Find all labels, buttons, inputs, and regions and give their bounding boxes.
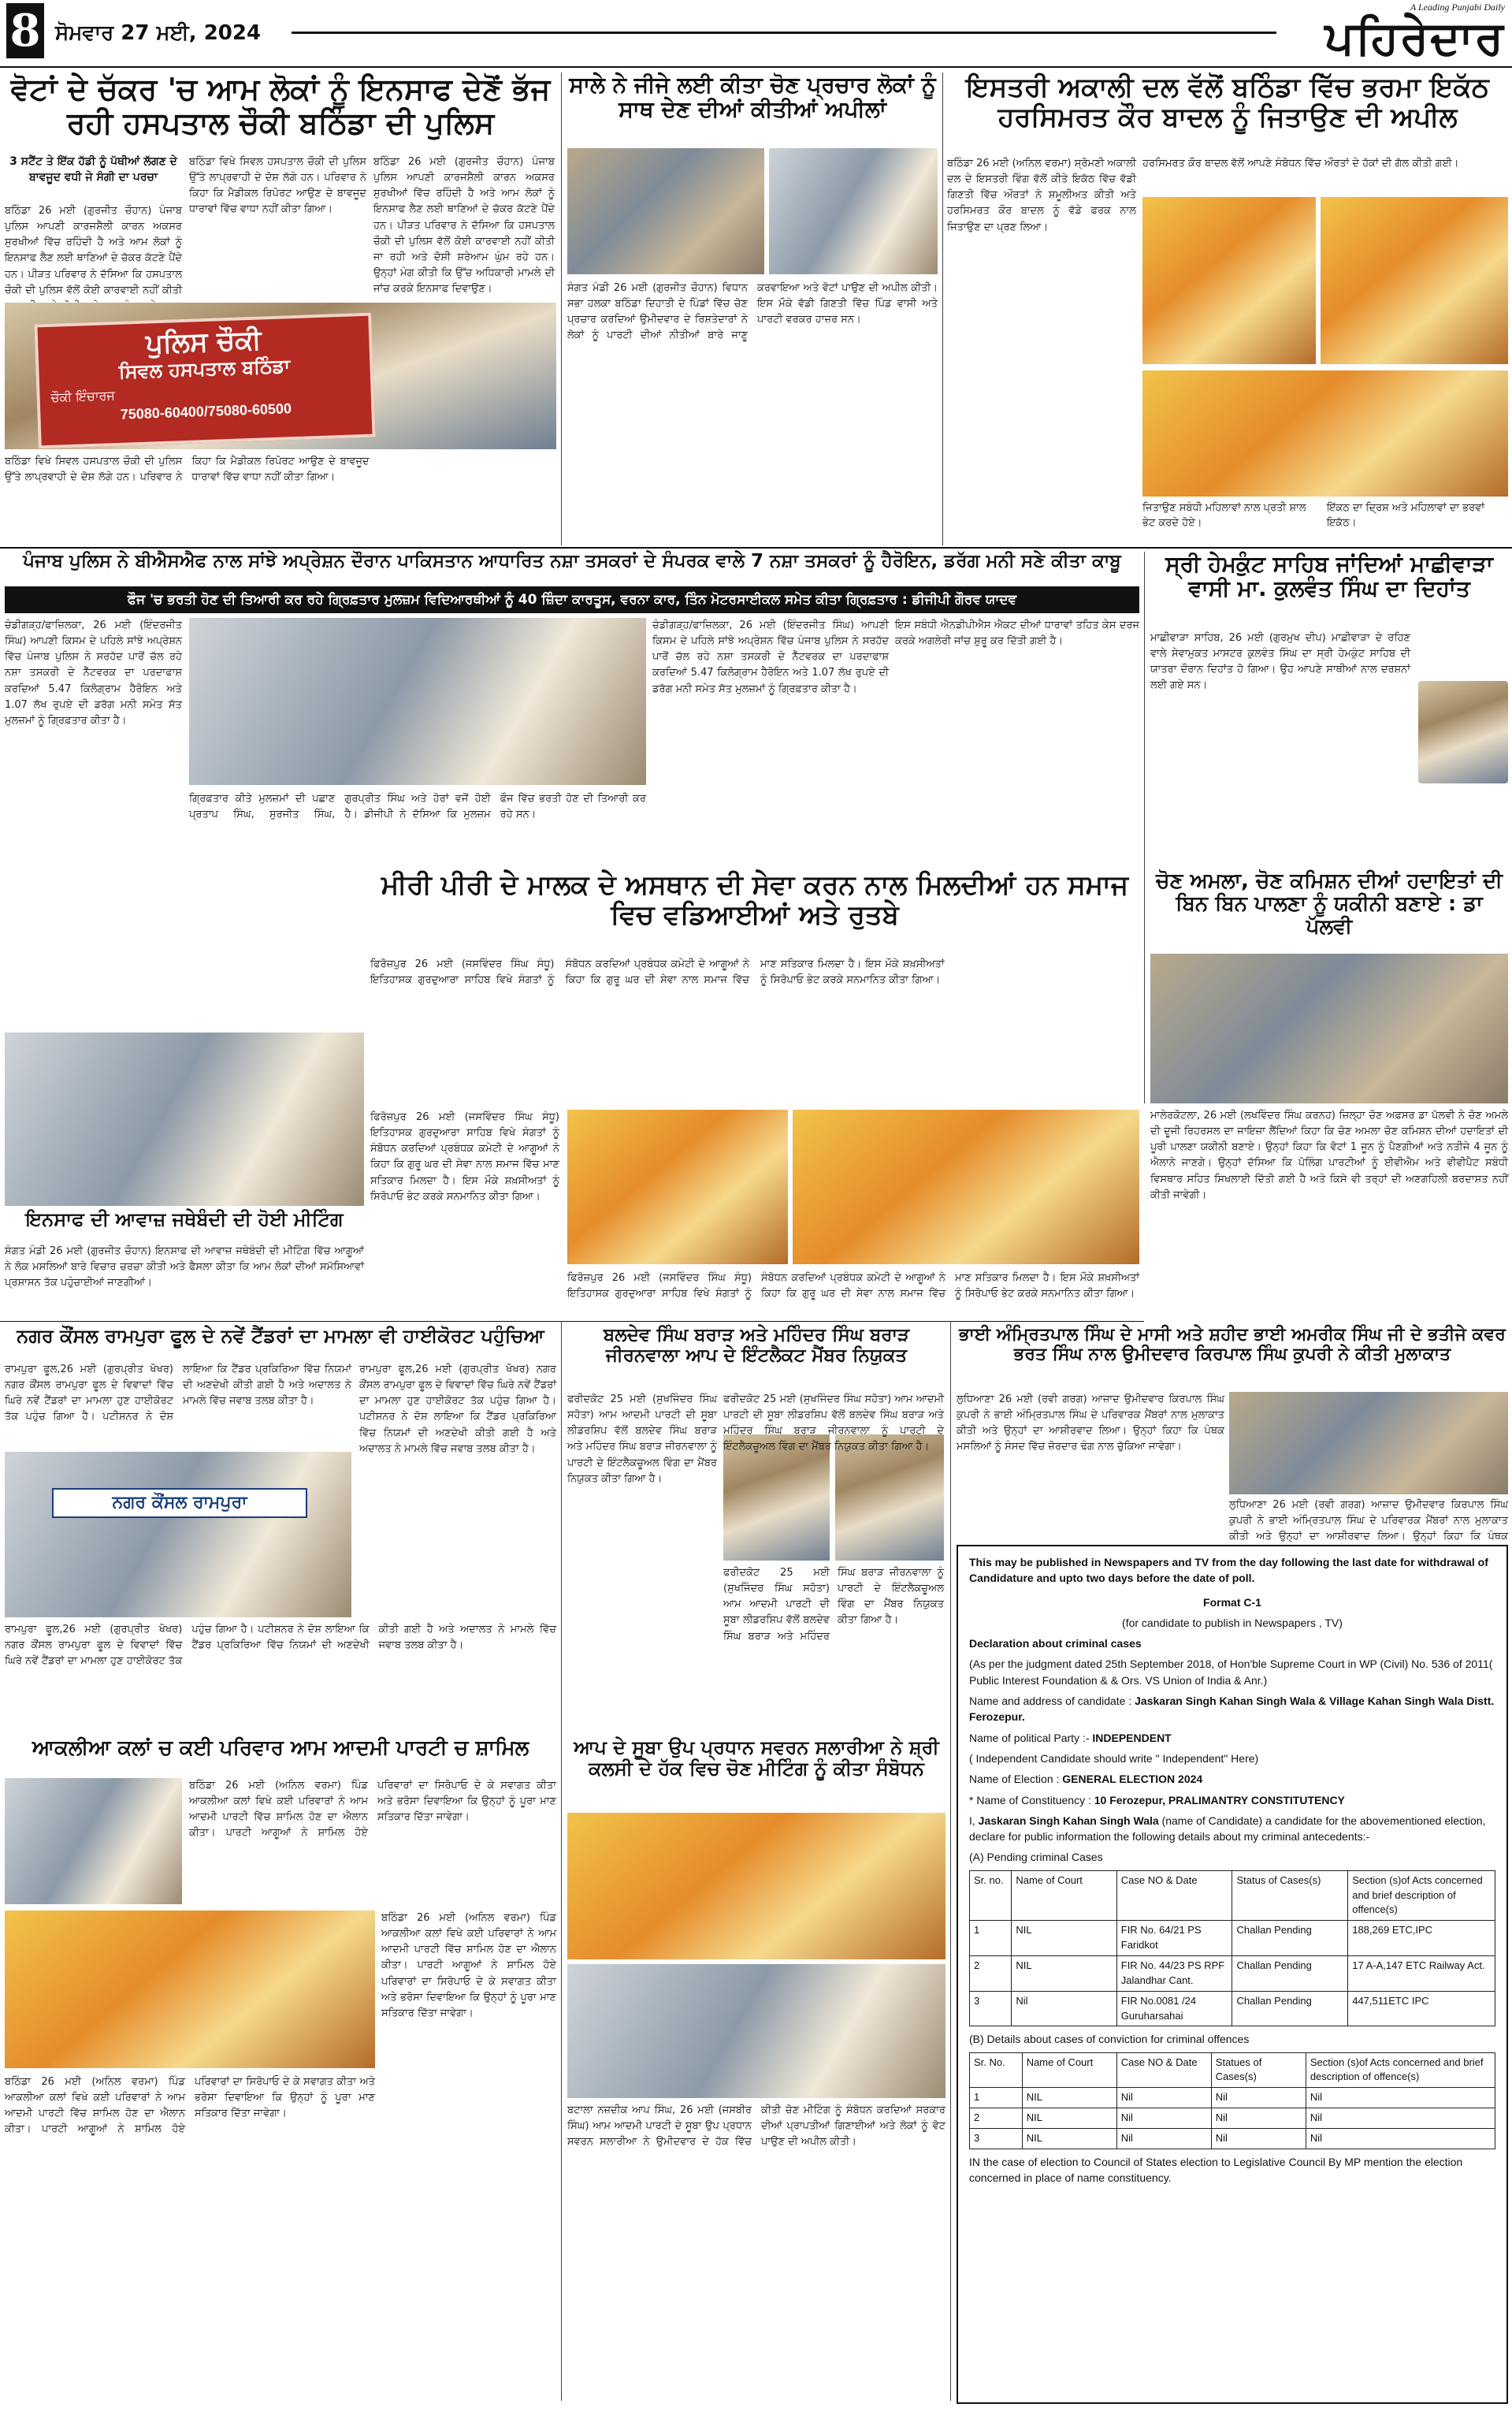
- conviction-cases-table: [969, 2052, 1495, 2149]
- notice-party-line: [969, 1730, 1495, 1746]
- table-cell: Nil: [1012, 1991, 1116, 2026]
- a4-body-3: ਚੰਡੀਗੜ੍ਹ/ਫਾਜ਼ਿਲਕਾ, 26 ਮਈ (ਇੰਦਰਜੀਤ ਸਿੰਘ) ਆਪਣੀ ਕਿਸਮ ਦੇ ਪਹਿਲੇ ਸਾਂਝੇ ਅਪ੍ਰੇਸ਼ਨ ਵਿੱਚ ਪੰਜਾਬ ਪੁਲਿਸ ਨੇ ਸਰਹੱਦ ਪਾਰੋਂ ਚੱਲ ਰਹੇ ਨਸ਼ਾ ਤਸਕਰੀ ਦੇ ਨੈੱਟਵਰਕ ਦਾ ਪਰਦਾਫਾਸ਼ ਕਰਦਿਆਂ 5.47 ਕਿਲੋਗ੍ਰਾਮ ਹੈਰੋਇਨ ਅਤੇ 1.07 ਲੱਖ ਰੁਪਏ ਦੀ ਡਰੱਗ ਮਨੀ ਸਮੇਤ ਸੱਤ ਮੁਲਜ਼ਮਾਂ ਨੂੰ ਗ੍ਰਿਫ਼ਤਾਰ ਕੀਤਾ ਹੈ।: [652, 619, 889, 695]
- table-cell: 3: [970, 1991, 1012, 2026]
- table-header-cell: Section (s)of Acts concerned and brief description of offence(s): [1348, 1870, 1495, 1921]
- table-header-cell: Sr. no.: [970, 1870, 1012, 1921]
- table-header-cell: Case NO & Date: [1116, 1870, 1232, 1921]
- table-header-cell: Status of Cases(s): [1232, 1870, 1348, 1921]
- a4-photo: [189, 618, 646, 785]
- a11-body: ਲੁਧਿਆਣਾ 26 ਮਈ (ਰਵੀ ਗਰਗ) ਆਜ਼ਾਦ ਉਮੀਦਵਾਰ ਕਿਰਪਾਲ ਸਿੰਘ ਕੁਪਰੀ ਨੇ ਭਾਈ ਅੰਮ੍ਰਿਤਪਾਲ ਸਿੰਘ ਦੇ ਪਰਿਵਾਰਕ ਮੈਂਬਰਾਂ ਨਾਲ ਮੁਲਾਕਾਤ ਕੀਤੀ ਅਤੇ ਉਨ੍ਹਾਂ ਦਾ ਆਸ਼ੀਰਵਾਦ ਲਿਆ। ਉਨ੍ਹਾਂ ਕਿਹਾ ਕਿ ਪੰਥਕ ਮਸਲਿਆਂ ਨੂੰ ਸੰਸਦ ਵਿੱਚ ਜ਼ੋਰਦਾਰ ਢੰਗ ਨਾਲ ਚੁੱਕਿਆ ਜਾਵੇਗਾ।: [957, 1393, 1224, 1453]
- a10-body: ਫਰੀਦਕੋਟ 25 ਮਈ (ਸੁਖਜਿੰਦਰ ਸਿੰਘ ਸਹੋਤਾ) ਆਮ ਆਦਮੀ ਪਾਰਟੀ ਦੀ ਸੂਬਾ ਲੀਡਰਸ਼ਿਪ ਵੱਲੋਂ ਬਲਦੇਵ ਸਿੰਘ ਬਰਾੜ ਅਤੇ ਮਹਿੰਦਰ ਸਿੰਘ ਬਰਾੜ ਜੀਰਨਵਾਲਾ ਨੂੰ ਪਾਰਟੀ ਦੇ ਇੰਟਲੈਕਚੂਅਲ ਵਿੰਗ ਦਾ ਮੈਂਬਰ ਨਿਯੁਕਤ ਕੀਤਾ ਗਿਆ ਹੈ।: [567, 1393, 717, 1485]
- table-cell: 188,269 ETC,IPC: [1348, 1921, 1495, 1956]
- table-cell: Challan Pending: [1232, 1955, 1348, 1991]
- a5-body: ਮਾਛੀਵਾੜਾ ਸਾਹਿਬ, 26 ਮਈ (ਗੁਰਮੁਖ ਦੀਪ) ਮਾਛੀਵਾੜਾ ਦੇ ਰਹਿਣ ਵਾਲੇ ਸੇਵਾਮੁਕਤ ਮਾਸਟਰ ਕੁਲਵੰਤ ਸਿੰਘ ਦਾ ਸ੍ਰੀ ਹੇਮਕੁੰਟ ਸਾਹਿਬ ਦੀ ਯਾਤਰਾ ਦੌਰਾਨ ਦਿਹਾਂਤ ਹੋ ਗਿਆ। ਉਹ ਆਪਣੇ ਸਾਥੀਆਂ ਨਾਲ ਦਰਸ਼ਨਾਂ ਲਈ ਗਏ ਸਨ।: [1150, 632, 1410, 692]
- a1-body-lower: ਬਠਿੰਡਾ ਵਿਖੇ ਸਿਵਲ ਹਸਪਤਾਲ ਚੌਕੀ ਦੀ ਪੁਲਿਸ ਉੱਤੇ ਲਾਪ੍ਰਵਾਹੀ ਦੇ ਦੋਸ਼ ਲੱਗੇ ਹਨ। ਪਰਿਵਾਰ ਨੇ ਕਿਹਾ ਕਿ ਮੈਡੀਕਲ ਰਿਪੋਰਟ ਆਉਣ ਦੇ ਬਾਵਜੂਦ ਧਾਰਾਵਾਂ ਵਿੱਚ ਵਾਧਾ ਨਹੀਂ ਕੀਤਾ ਗਿਆ।: [5, 456, 370, 484]
- a12-photo-1: [5, 1778, 182, 1904]
- table-cell: Nil: [1211, 2088, 1306, 2108]
- table-row: [970, 1921, 1495, 1956]
- council-sign: ਨਗਰ ਕੌਂਸਲ ਰਾਮਪੁਰਾ: [52, 1488, 307, 1518]
- a9-photo: [5, 1452, 351, 1617]
- table-cell: FIR No. 64/21 PS Faridkot: [1116, 1921, 1232, 1956]
- a7-photo-1: [567, 1110, 788, 1264]
- a3-photo-1: [1142, 197, 1316, 364]
- a6-body: ਮਾਲੇਰਕੋਟਲਾ, 26 ਮਈ (ਲਖਵਿੰਦਰ ਸਿੰਘ ਕਰਨਹ) ਜ਼ਿਲ੍ਹਾ ਚੋਣ ਅਫ਼ਸਰ ਡਾ ਪੱਲਵੀ ਨੇ ਚੋਣ ਅਮਲੇ ਦੀ ਦੂਜੀ ਰਿਹਰਸਲ ਦਾ ਜਾਇਜ਼ਾ ਲੈਂਦਿਆਂ ਕਿਹਾ ਕਿ ਚੋਣ ਅਮਲਾ ਚੋਣ ਕਮਿਸ਼ਨ ਦੀਆਂ ਹਦਾਇਤਾਂ ਦੀ ਪੂਰੀ ਪਾਲਣਾ ਯਕੀਨੀ ਬਣਾਏ। ਉਨ੍ਹਾਂ ਕਿਹਾ ਕਿ ਵੋਟਾਂ 1 ਜੂਨ ਨੂੰ ਪੈਣਗੀਆਂ ਅਤੇ ਨਤੀਜੇ 4 ਜੂਨ ਨੂੰ ਐਲਾਨੇ ਜਾਣਗੇ। ਉਨ੍ਹਾਂ ਦੱਸਿਆ ਕਿ ਪੋਲਿੰਗ ਪਾਰਟੀਆਂ ਨੂੰ ਈਵੀਐਮ ਅਤੇ ਵੀਵੀਪੈਟ ਸਬੰਧੀ ਵਿਸਥਾਰ ਸਹਿਤ ਸਿਖਲਾਈ ਦਿੱਤੀ ਗਈ ਹੈ ਅਤੇ ਕਿਸੇ ਵੀ ਤਰ੍ਹਾਂ ਦੀ ਅਣਗਹਿਲੀ ਬਰਦਾਸ਼ਤ ਨਹੀਂ ਕੀਤੀ ਜਾਵੇਗੀ।: [1150, 1110, 1508, 1201]
- table-row: [970, 2129, 1495, 2149]
- a6-photo: [1150, 954, 1508, 1103]
- a9-body-3: ਰਾਮਪੁਰਾ ਫੂਲ,26 ਮਈ (ਗੁਰਪ੍ਰੀਤ ਖੋਖਰ) ਨਗਰ ਕੌਂਸਲ ਰਾਮਪੁਰਾ ਫੂਲ ਦੇ ਵਿਵਾਦਾਂ ਵਿੱਚ ਘਿਰੇ ਨਵੇਂ ਟੈਂਡਰਾਂ ਦਾ ਮਾਮਲਾ ਹੁਣ ਹਾਈਕੋਰਟ ਤੱਕ ਪਹੁੰਚ ਗਿਆ ਹੈ। ਪਟੀਸ਼ਨਰ ਨੇ ਦੋਸ਼ ਲਾਇਆ ਕਿ ਟੈਂਡਰ ਪ੍ਰਕਿਰਿਆ ਵਿੱਚ ਨਿਯਮਾਂ ਦੀ ਅਣਦੇਖੀ ਕੀਤੀ ਗਈ ਹੈ ਅਤੇ ਅਦਾਲਤ ਨੇ ਮਾਮਲੇ ਵਿੱਚ ਜਵਾਬ ਤਲਬ ਕੀਤਾ ਹੈ।: [359, 1364, 557, 1455]
- a10-body-2: ਫਰੀਦਕੋਟ 25 ਮਈ (ਸੁਖਜਿੰਦਰ ਸਿੰਘ ਸਹੋਤਾ) ਆਮ ਆਦਮੀ ਪਾਰਟੀ ਦੀ ਸੂਬਾ ਲੀਡਰਸ਼ਿਪ ਵੱਲੋਂ ਬਲਦੇਵ ਸਿੰਘ ਬਰਾੜ ਅਤੇ ਮਹਿੰਦਰ ਸਿੰਘ ਬਰਾੜ ਜੀਰਨਵਾਲਾ ਨੂੰ ਪਾਰਟੀ ਦੇ ਇੰਟਲੈਕਚੂਅਲ ਵਿੰਗ ਦਾ ਮੈਂਬਰ ਨਿਯੁਕਤ ਕੀਤਾ ਗਿਆ ਹੈ।: [723, 1393, 944, 1453]
- table-cell: 447,511ETC IPC: [1348, 1991, 1495, 2026]
- sign-line-4: 75080-60400/75080-60500: [120, 400, 292, 422]
- table-header-cell: Name of Court: [1012, 1870, 1116, 1921]
- col-divider: [1144, 552, 1145, 1103]
- table-cell: FIR No.0081 /24 Guruharsahai: [1116, 1991, 1232, 2026]
- sign-line-1: ਪੁਲਿਸ ਚੌਕੀ: [145, 324, 262, 360]
- criminal-antecedents-notice: [957, 1545, 1508, 2404]
- table-cell: NIL: [1012, 1955, 1116, 1991]
- a12-body-3: ਬਠਿੰਡਾ 26 ਮਈ (ਅਨਿਲ ਵਰਮਾ) ਪਿੰਡ ਆਕਲੀਆ ਕਲਾਂ ਵਿਖੇ ਕਈ ਪਰਿਵਾਰਾਂ ਨੇ ਆਮ ਆਦਮੀ ਪਾਰਟੀ ਵਿੱਚ ਸ਼ਾਮਿਲ ਹੋਣ ਦਾ ਐਲਾਨ ਕੀਤਾ। ਪਾਰਟੀ ਆਗੂਆਂ ਨੇ ਸ਼ਾਮਿਲ ਹੋਏ ਪਰਿਵਾਰਾਂ ਦਾ ਸਿਰੋਪਾਓ ਦੇ ਕੇ ਸਵਾਗਤ ਕੀਤਾ ਅਤੇ ਭਰੋਸਾ ਦਿਵਾਇਆ ਕਿ ਉਨ੍ਹਾਂ ਨੂੰ ਪੂਰਾ ਮਾਣ ਸਤਿਕਾਰ ਦਿੱਤਾ ਜਾਵੇਗਾ।: [5, 2076, 375, 2136]
- a3-caption-1: ਜਿਤਾਉਣ ਸਬੰਧੀ ਮਹਿਲਾਵਾਂ ਨਾਲ ਪ੍ਰਤੀ ਸ਼ਾਲ ਭੇਟ ਕਰਦੇ ਹੋਏ।: [1142, 502, 1306, 529]
- pending-cases-table: [969, 1870, 1495, 2027]
- a8-headline: ਇਨਸਾਫ ਦੀ ਆਵਾਜ਼ ਜਥੇਬੰਦੀ ਦੀ ਹੋਈ ਮੀਟਿੰਗ: [25, 1208, 344, 1230]
- a5-portrait: [1418, 681, 1508, 783]
- table-cell: Nil: [1306, 2088, 1495, 2108]
- a12-body: ਬਠਿੰਡਾ 26 ਮਈ (ਅਨਿਲ ਵਰਮਾ) ਪਿੰਡ ਆਕਲੀਆ ਕਲਾਂ ਵਿਖੇ ਕਈ ਪਰਿਵਾਰਾਂ ਨੇ ਆਮ ਆਦਮੀ ਪਾਰਟੀ ਵਿੱਚ ਸ਼ਾਮਿਲ ਹੋਣ ਦਾ ਐਲਾਨ ਕੀਤਾ। ਪਾਰਟੀ ਆਗੂਆਂ ਨੇ ਸ਼ਾਮਿਲ ਹੋਏ ਪਰਿਵਾਰਾਂ ਦਾ ਸਿਰੋਪਾਓ ਦੇ ਕੇ ਸਵਾਗਤ ਕੀਤਾ ਅਤੇ ਭਰੋਸਾ ਦਿਵਾਇਆ ਕਿ ਉਨ੍ਹਾਂ ਨੂੰ ਪੂਰਾ ਮਾਣ ਸਤਿਕਾਰ ਦਿੱਤਾ ਜਾਵੇਗਾ।: [189, 1780, 556, 1840]
- col-divider: [561, 73, 562, 545]
- table-cell: Nil: [1211, 2129, 1306, 2149]
- masthead-bottom-rule: [0, 66, 1512, 68]
- sign-line-2: ਸਿਵਲ ਹਸਪਤਾਲ ਬਠਿੰਡਾ: [118, 355, 291, 383]
- a5-headline: ਸ੍ਰੀ ਹੇਮਕੁੰਟ ਸਾਹਿਬ ਜਾਂਦਿਆਂ ਮਾਛੀਵਾੜਾ ਵਾਸੀ ਮਾ. ਕੁਲਵੰਤ ਸਿੰਘ ਦਾ ਦਿਹਾਂਤ: [1165, 551, 1493, 602]
- a9-headline: ਨਗਰ ਕੌਂਸਲ ਰਾਮਪੁਰਾ ਫੂਲ ਦੇ ਨਵੇਂ ਟੈਂਡਰਾਂ ਦਾ ਮਾਮਲਾ ਵੀ ਹਾਈਕੋਰਟ ਪਹੁੰਚਿਆ: [17, 1325, 544, 1347]
- table-header-cell: Case NO & Date: [1116, 2052, 1211, 2088]
- a10-body-3: ਫਰੀਦਕੋਟ 25 ਮਈ (ਸੁਖਜਿੰਦਰ ਸਿੰਘ ਸਹੋਤਾ) ਆਮ ਆਦਮੀ ਪਾਰਟੀ ਦੀ ਸੂਬਾ ਲੀਡਰਸ਼ਿਪ ਵੱਲੋਂ ਬਲਦੇਵ ਸਿੰਘ ਬਰਾੜ ਅਤੇ ਮਹਿੰਦਰ ਸਿੰਘ ਬਰਾੜ ਜੀਰਨਵਾਲਾ ਨੂੰ ਪਾਰਟੀ ਦੇ ਇੰਟਲੈਕਚੂਅਲ ਵਿੰਗ ਦਾ ਮੈਂਬਰ ਨਿਯੁਕਤ ਕੀਤਾ ਗਿਆ ਹੈ।: [723, 1567, 944, 1643]
- table-header-cell: Section (s)of Acts concerned and brief description of offence(s): [1306, 2052, 1495, 2088]
- notice-judgment: (As per the judgment dated 25th September 2018, of Hon'ble Supreme Court in WP (Civil) No. 536 of 2011( Public Interest Foundation & & Ors. VS Union of India & Anr.): [969, 1658, 1493, 1687]
- a7-headline: ਮੀਰੀ ਪੀਰੀ ਦੇ ਮਾਲਕ ਦੇ ਅਸਥਾਨ ਦੀ ਸੇਵਾ ਕਰਨ ਨਾਲ ਮਿਲਦੀਆਂ ਹਨ ਸਮਾਜ ਵਿਚ ਵਡਿਆਈਆਂ ਅਤੇ ਰੁਤਬੇ: [381, 869, 1129, 932]
- a2-photo-2: [769, 148, 938, 274]
- table-header-row: [970, 2052, 1495, 2088]
- masthead: [0, 0, 1512, 68]
- page-number: 8: [6, 3, 44, 58]
- table-cell: 2: [970, 2108, 1023, 2129]
- a4-body-4: ਇਸ ਸਬੰਧੀ ਐਨਡੀਪੀਐਸ ਐਕਟ ਦੀਆਂ ਧਾਰਾਵਾਂ ਤਹਿਤ ਕੇਸ ਦਰਜ ਕਰਕੇ ਅਗਲੇਰੀ ਜਾਂਚ ਸ਼ੁਰੂ ਕਰ ਦਿੱਤੀ ਗਈ ਹੈ।: [895, 619, 1139, 648]
- a1-photo: [5, 303, 556, 449]
- col-divider: [942, 73, 943, 545]
- a3-photo-crowd: [1142, 370, 1508, 497]
- notice-form-title: Format C-1: [1203, 1595, 1261, 1609]
- notice-intro: This may be published in Newspapers and TV from the day following the last date for withdrawal of Candidature and upto two days before the date of poll.: [969, 1556, 1488, 1585]
- table-header-row: [970, 1870, 1495, 1921]
- election-label: Name of Election :: [969, 1773, 1060, 1786]
- notice-independent-note: ( Independent Candidate should write " Independent" Here): [969, 1751, 1259, 1765]
- a4-subhead: ਫੌਜ 'ਚ ਭਰਤੀ ਹੋਣ ਦੀ ਤਿਆਰੀ ਕਰ ਰਹੇ ਗ੍ਰਿਫ਼ਤਾਰ ਮੁਲਜ਼ਮ ਵਿਦਿਆਰਥੀਆਂ ਨੂੰ 40 ਜ਼ਿੰਦਾ ਕਾਰਤੂਸ, ਵਰਨਾ ਕਾਰ, ਤਿੰਨ ਮੋਟਰਸਾਈਕਲ ਸਮੇਤ ਕੀਤਾ ਗ੍ਰਿਫ਼ਤਾਰ : ਡੀਜੀਪੀ ਗੌਰਵ ਯਾਦਵ: [5, 586, 1139, 613]
- table-row: [970, 1991, 1495, 2026]
- a3-headline: ਇਸਤਰੀ ਅਕਾਲੀ ਦਲ ਵੱਲੋਂ ਬਠਿੰਡਾ ਵਿੱਚ ਭਰਮਾ ਇਕੱਠ ਹਰਸਿਮਰਤ ਕੌਰ ਬਾਦਲ ਨੂੰ ਜਿਤਾਉਣ ਦੀ ਅਪੀਲ: [966, 72, 1489, 134]
- a13-body: ਬਟਾਲਾ ਨਜ਼ਦੀਕ ਆਪ ਸਿੰਘ, 26 ਮਈ (ਜਸਬੀਰ ਸਿੰਘ) ਆਮ ਆਦਮੀ ਪਾਰਟੀ ਦੇ ਸੂਬਾ ਉਪ ਪ੍ਰਧਾਨ ਸਵਰਨ ਸਲਾਰੀਆ ਨੇ ਉਮੀਦਵਾਰ ਦੇ ਹੱਕ ਵਿੱਚ ਕੀਤੀ ਚੋਣ ਮੀਟਿੰਗ ਨੂੰ ਸੰਬੋਧਨ ਕਰਦਿਆਂ ਸਰਕਾਰ ਦੀਆਂ ਪ੍ਰਾਪਤੀਆਂ ਗਿਣਾਈਆਂ ਅਤੇ ਲੋਕਾਂ ਨੂੰ ਵੋਟ ਪਾਉਣ ਦੀ ਅਪੀਲ ਕੀਤੀ।: [567, 2104, 945, 2149]
- table-cell: Challan Pending: [1232, 1991, 1348, 2026]
- table-cell: 1: [970, 2088, 1023, 2108]
- declaration-name: Jaskaran Singh Kahan Singh Wala: [978, 1814, 1159, 1827]
- a1-headline: ਵੋਟਾਂ ਦੇ ਚੱਕਰ 'ਚ ਆਮ ਲੋਕਾਂ ਨੂੰ ਇਨਸਾਫ ਦੇਣੋਂ ਭੱਜ ਰਹੀ ਹਸਪਤਾਲ ਚੌਕੀ ਬਠਿੰਡਾ ਦੀ ਪੁਲਿਸ: [10, 72, 551, 140]
- a7-body: ਫਿਰੋਜ਼ਪੁਰ 26 ਮਈ (ਜਸਵਿੰਦਰ ਸਿੰਘ ਸੰਧੂ) ਇਤਿਹਾਸਕ ਗੁਰਦੁਆਰਾ ਸਾਹਿਬ ਵਿਖੇ ਸੰਗਤਾਂ ਨੂੰ ਸੰਬੋਧਨ ਕਰਦਿਆਂ ਪ੍ਰਬੰਧਕ ਕਮੇਟੀ ਦੇ ਆਗੂਆਂ ਨੇ ਕਿਹਾ ਕਿ ਗੁਰੂ ਘਰ ਦੀ ਸੇਵਾ ਨਾਲ ਸਮਾਜ ਵਿੱਚ ਮਾਣ ਸਤਿਕਾਰ ਮਿਲਦਾ ਹੈ। ਇਸ ਮੌਕੇ ਸ਼ਖ਼ਸੀਅਤਾਂ ਨੂੰ ਸਿਰੋਪਾਓ ਭੇਟ ਕਰਕੇ ਸਨਮਾਨਿਤ ਕੀਤਾ ਗਿਆ।: [370, 958, 945, 987]
- a3-body: ਬਠਿੰਡਾ 26 ਮਈ (ਅਨਿਲ ਵਰਮਾ) ਸ਼੍ਰੋਮਣੀ ਅਕਾਲੀ ਦਲ ਦੇ ਇਸਤਰੀ ਵਿੰਗ ਵੱਲੋਂ ਕੀਤੇ ਇਕੱਠ ਵਿੱਚ ਵੱਡੀ ਗਿਣਤੀ ਵਿੱਚ ਔਰਤਾਂ ਨੇ ਸ਼ਮੂਲੀਅਤ ਕੀਤੀ ਅਤੇ ਹਰਸਿਮਰਤ ਕੌਰ ਬਾਦਲ ਨੂੰ ਵੱਡੇ ਫਰਕ ਨਾਲ ਜਿਤਾਉਣ ਦਾ ਪ੍ਰਣ ਲਿਆ।: [947, 158, 1136, 233]
- notice-candidate-line: [969, 1693, 1495, 1725]
- table-cell: 1: [970, 1921, 1012, 1956]
- a2-photo-1: [567, 148, 764, 274]
- a2-headline: ਸਾਲੇ ਨੇ ਜੀਜੇ ਲਈ ਕੀਤਾ ਚੋਣ ਪ੍ਰਚਾਰ ਲੋਕਾਂ ਨੂੰ ਸਾਥ ਦੇਣ ਦੀਆਂ ਕੀਤੀਆਂ ਅਪੀਲਾਂ: [569, 72, 936, 123]
- a9-body-2: ਰਾਮਪੁਰਾ ਫੂਲ,26 ਮਈ (ਗੁਰਪ੍ਰੀਤ ਖੋਖਰ) ਨਗਰ ਕੌਂਸਲ ਰਾਮਪੁਰਾ ਫੂਲ ਦੇ ਵਿਵਾਦਾਂ ਵਿੱਚ ਘਿਰੇ ਨਵੇਂ ਟੈਂਡਰਾਂ ਦਾ ਮਾਮਲਾ ਹੁਣ ਹਾਈਕੋਰਟ ਤੱਕ ਪਹੁੰਚ ਗਿਆ ਹੈ। ਪਟੀਸ਼ਨਰ ਨੇ ਦੋਸ਼ ਲਾਇਆ ਕਿ ਟੈਂਡਰ ਪ੍ਰਕਿਰਿਆ ਵਿੱਚ ਨਿਯਮਾਂ ਦੀ ਅਣਦੇਖੀ ਕੀਤੀ ਗਈ ਹੈ ਅਤੇ ਅਦਾਲਤ ਨੇ ਮਾਮਲੇ ਵਿੱਚ ਜਵਾਬ ਤਲਬ ਕੀਤਾ ਹੈ।: [5, 1624, 556, 1668]
- notice-declaration: [969, 1813, 1495, 1845]
- table-cell: 17 A-A,147 ETC Railway Act.: [1348, 1955, 1495, 1991]
- table-cell: NIL: [1012, 1921, 1116, 1956]
- paper-tagline: A Leading Punjabi Daily: [1410, 2, 1505, 13]
- table-header-cell: Sr. No.: [970, 2052, 1023, 2088]
- a1-body: ਬਠਿੰਡਾ 26 ਮਈ (ਗੁਰਜੀਤ ਚੌਹਾਨ) ਪੰਜਾਬ ਪੁਲਿਸ ਆਪਣੀ ਕਾਰਜਸ਼ੈਲੀ ਕਾਰਨ ਅਕਸਰ ਸੁਰਖੀਆਂ ਵਿੱਚ ਰਹਿੰਦੀ ਹੈ ਅਤੇ ਆਮ ਲੋਕਾਂ ਨੂੰ ਇਨਸਾਫ ਲੈਣ ਲਈ ਥਾਣਿਆਂ ਦੇ ਚੱਕਰ ਕੱਟਣੇ ਪੈਂਦੇ ਹਨ। ਪੀੜਤ ਪਰਿਵਾਰ ਨੇ ਦੱਸਿਆ ਕਿ ਹਸਪਤਾਲ ਚੌਕੀ ਦੀ ਪੁਲਿਸ ਵੱਲੋਂ ਕੋਈ ਕਾਰਵਾਈ ਨਹੀਂ ਕੀਤੀ: [5, 205, 182, 296]
- a1-body-col3: ਬਠਿੰਡਾ 26 ਮਈ (ਗੁਰਜੀਤ ਚੌਹਾਨ) ਪੰਜਾਬ ਪੁਲਿਸ ਆਪਣੀ ਕਾਰਜਸ਼ੈਲੀ ਕਾਰਨ ਅਕਸਰ ਸੁਰਖੀਆਂ ਵਿੱਚ ਰਹਿੰਦੀ ਹੈ ਅਤੇ ਆਮ ਲੋਕਾਂ ਨੂੰ ਇਨਸਾਫ ਲੈਣ ਲਈ ਥਾਣਿਆਂ ਦੇ ਚੱਕਰ ਕੱਟਣੇ ਪੈਂਦੇ ਹਨ। ਪੀੜਤ ਪਰਿਵਾਰ ਨੇ ਦੱਸਿਆ ਕਿ ਹਸਪਤਾਲ ਚੌਕੀ ਦੀ ਪੁਲਿਸ ਵੱਲੋਂ ਕੋਈ ਕਾਰਵਾਈ ਨਹੀਂ ਕੀਤੀ ਜਾ ਰਹੀ ਅਤੇ ਦੋਸ਼ੀ ਸ਼ਰੇਆਮ ਘੁੰਮ ਰਹੇ ਹਨ। ਉਨ੍ਹਾਂ ਮੰਗ ਕੀਤੀ ਕਿ ਉੱਚ ਅਧਿਕਾਰੀ ਮਾਮਲੇ ਦੀ ਜਾਂਚ ਕਰਕੇ ਇਨਸਾਫ ਦਿਵਾਉਣ।: [373, 156, 555, 296]
- party-label: Name of political Party :-: [969, 1731, 1090, 1744]
- a3-body-2: ਹਰਸਿਮਰਤ ਕੌਰ ਬਾਦਲ ਵੱਲੋਂ ਆਪਣੇ ਸੰਬੋਧਨ ਵਿੱਚ ਔਰਤਾਂ ਦੇ ਹੱਕਾਂ ਦੀ ਗੱਲ ਕੀਤੀ ਗਈ।: [1142, 158, 1459, 169]
- candidate-label: Name and address of candidate :: [969, 1695, 1132, 1708]
- table-header-cell: Statues of Cases(s): [1211, 2052, 1306, 2088]
- a9-body: ਰਾਮਪੁਰਾ ਫੂਲ,26 ਮਈ (ਗੁਰਪ੍ਰੀਤ ਖੋਖਰ) ਨਗਰ ਕੌਂਸਲ ਰਾਮਪੁਰਾ ਫੂਲ ਦੇ ਵਿਵਾਦਾਂ ਵਿੱਚ ਘਿਰੇ ਨਵੇਂ ਟੈਂਡਰਾਂ ਦਾ ਮਾਮਲਾ ਹੁਣ ਹਾਈਕੋਰਟ ਤੱਕ ਪਹੁੰਚ ਗਿਆ ਹੈ। ਪਟੀਸ਼ਨਰ ਨੇ ਦੋਸ਼ ਲਾਇਆ ਕਿ ਟੈਂਡਰ ਪ੍ਰਕਿਰਿਆ ਵਿੱਚ ਨਿਯਮਾਂ ਦੀ ਅਣਦੇਖੀ ਕੀਤੀ ਗਈ ਹੈ ਅਤੇ ਅਦਾਲਤ ਨੇ ਮਾਮਲੇ ਵਿੱਚ ਜਵਾਬ ਤਲਬ ਕੀਤਾ ਹੈ।: [5, 1364, 351, 1423]
- candidate-value: Jaskaran Singh Kahan Singh Wala & Village Kahan Singh Wala Distt. Ferozepur.: [969, 1695, 1495, 1724]
- a11-headline: ਭਾਈ ਅੰਮ੍ਰਿਤਪਾਲ ਸਿੰਘ ਦੇ ਮਾਸੀ ਅਤੇ ਸ਼ਹੀਦ ਭਾਈ ਅਮਰੀਕ ਸਿੰਘ ਜੀ ਦੇ ਭਤੀਜੇ ਕਵਰ ਭਰਤ ਸਿੰਘ ਨਾਲ ਉਮੀਦਵਾਰ ਕਿਰਪਾਲ ਸਿੰਘ ਕੁਪਰੀ ਨੇ ਕੀਤੀ ਮੁਲਾਕਾਤ: [959, 1325, 1506, 1364]
- a12-body-2: ਬਠਿੰਡਾ 26 ਮਈ (ਅਨਿਲ ਵਰਮਾ) ਪਿੰਡ ਆਕਲੀਆ ਕਲਾਂ ਵਿਖੇ ਕਈ ਪਰਿਵਾਰਾਂ ਨੇ ਆਮ ਆਦਮੀ ਪਾਰਟੀ ਵਿੱਚ ਸ਼ਾਮਿਲ ਹੋਣ ਦਾ ਐਲਾਨ ਕੀਤਾ। ਪਾਰਟੀ ਆਗੂਆਂ ਨੇ ਸ਼ਾਮਿਲ ਹੋਏ ਪਰਿਵਾਰਾਂ ਦਾ ਸਿਰੋਪਾਓ ਦੇ ਕੇ ਸਵਾਗਤ ਕੀਤਾ ਅਤੇ ਭਰੋਸਾ ਦਿਵਾਇਆ ਕਿ ਉਨ੍ਹਾਂ ਨੂੰ ਪੂਰਾ ਮਾਣ ਸਤਿਕਾਰ ਦਿੱਤਾ ਜਾਵੇਗਾ।: [381, 1912, 556, 2019]
- a10-headline: ਬਲਦੇਵ ਸਿੰਘ ਬਰਾੜ ਅਤੇ ਮਹਿੰਦਰ ਸਿੰਘ ਬਰਾੜ ਜੀਰਨਵਾਲਾ ਆਪ ਦੇ ਇੰਟਲੈਕਟ ਮੈਂਬਰ ਨਿਯੁਕਤ: [603, 1325, 910, 1366]
- a8-photo: [5, 1032, 364, 1206]
- a1-subhead: 3 ਸਟੈਂਟ ਤੇ ਇੱਕ ਹੱਡੀ ਨੂੰ ਪੱਥੀਆਂ ਲੱਗਣ ਦੇ ਬਾਵਜੂਦ ਵਧੀ ਜੇ ਸੰਗੀ ਦਾ ਪਰਚਾ: [9, 155, 177, 184]
- table-cell: NIL: [1022, 2129, 1116, 2149]
- table-cell: NIL: [1022, 2088, 1116, 2108]
- notice-constituency-line: [969, 1792, 1495, 1808]
- a12-headline: ਆਕਲੀਆ ਕਲਾਂ ਚ ਕਈ ਪਰਿਵਾਰ ਆਮ ਆਦਮੀ ਪਾਰਟੀ ਚ ਸ਼ਾਮਿਲ: [32, 1736, 529, 1760]
- conviction-heading: (B) Details about cases of conviction for criminal offences: [969, 2033, 1250, 2046]
- table-cell: Challan Pending: [1232, 1921, 1348, 1956]
- table-cell: Nil: [1116, 2088, 1211, 2108]
- a7-body-3: ਫਿਰੋਜ਼ਪੁਰ 26 ਮਈ (ਜਸਵਿੰਦਰ ਸਿੰਘ ਸੰਧੂ) ਇਤਿਹਾਸਕ ਗੁਰਦੁਆਰਾ ਸਾਹਿਬ ਵਿਖੇ ਸੰਗਤਾਂ ਨੂੰ ਸੰਬੋਧਨ ਕਰਦਿਆਂ ਪ੍ਰਬੰਧਕ ਕਮੇਟੀ ਦੇ ਆਗੂਆਂ ਨੇ ਕਿਹਾ ਕਿ ਗੁਰੂ ਘਰ ਦੀ ਸੇਵਾ ਨਾਲ ਸਮਾਜ ਵਿੱਚ ਮਾਣ ਸਤਿਕਾਰ ਮਿਲਦਾ ਹੈ। ਇਸ ਮੌਕੇ ਸ਼ਖ਼ਸੀਅਤਾਂ ਨੂੰ ਸਿਰੋਪਾਓ ਭੇਟ ਕਰਕੇ ਸਨਮਾਨਿਤ ਕੀਤਾ ਗਿਆ।: [567, 1272, 1139, 1300]
- table-cell: Nil: [1211, 2108, 1306, 2129]
- declaration-pre: I,: [969, 1814, 979, 1827]
- a7-photo-2: [793, 1110, 1139, 1264]
- notice-form-sub: (for candidate to publish in Newspapers , TV): [1122, 1616, 1343, 1629]
- a13-photo-1: [567, 1813, 945, 1959]
- notice-footer: IN the case of election to Council of States election to Legislative Council By MP mention the election concerned in place of name constituency.: [969, 2155, 1463, 2185]
- table-row: [970, 2088, 1495, 2108]
- a13-photo-2: [567, 1964, 945, 2098]
- table-cell: Nil: [1306, 2129, 1495, 2149]
- a3-caption-2: ਇੱਕਠ ਦਾ ਦ੍ਰਿਸ਼ ਅਤੇ ਮਹਿਲਾਵਾਂ ਦਾ ਭਰਵਾਂ ਇਕੱਠ।: [1327, 502, 1485, 529]
- a3-photo-2: [1321, 197, 1508, 364]
- a4-body-2: ਗ੍ਰਿਫ਼ਤਾਰ ਕੀਤੇ ਮੁਲਜ਼ਮਾਂ ਦੀ ਪਛਾਣ ਪ੍ਰਤਾਪ ਸਿੰਘ, ਸੁਰਜੀਤ ਸਿੰਘ, ਗੁਰਪ੍ਰੀਤ ਸਿੰਘ ਅਤੇ ਹੋਰਾਂ ਵਜੋਂ ਹੋਈ ਹੈ। ਡੀਜੀਪੀ ਨੇ ਦੱਸਿਆ ਕਿ ਮੁਲਜ਼ਮ ਫੌਜ ਵਿੱਚ ਭਰਤੀ ਹੋਣ ਦੀ ਤਿਆਰੀ ਕਰ ਰਹੇ ਸਨ।: [189, 793, 646, 821]
- table-cell: 2: [970, 1955, 1012, 1991]
- table-row: [970, 1955, 1495, 1991]
- table-cell: 3: [970, 2129, 1023, 2149]
- notice-election-line: [969, 1771, 1495, 1787]
- a4-headline: ਪੰਜਾਬ ਪੁਲਿਸ ਨੇ ਬੀਐਸਐਫ ਨਾਲ ਸਾਂਝੇ ਅਪ੍ਰੇਸ਼ਨ ਦੌਰਾਨ ਪਾਕਿਸਤਾਨ ਆਧਾਰਿਤ ਨਸ਼ਾ ਤਸਕਰਾਂ ਦੇ ਸੰਪਰਕ ਵਾਲੇ 7 ਨਸ਼ਾ ਤਸਕਰਾਂ ਨੂੰ ਹੈਰੋਇਨ, ਡਰੱਗ ਮਨੀ ਸਣੇ ਕੀਤਾ ਕਾਬੂ: [23, 551, 1121, 571]
- table-cell: NIL: [1022, 2108, 1116, 2129]
- party-value: INDEPENDENT: [1092, 1731, 1172, 1744]
- date-line: ਸੋਮਵਾਰ 27 ਮਈ, 2024: [55, 21, 262, 45]
- col-divider: [950, 1321, 951, 2401]
- a11-photo: [1229, 1392, 1508, 1494]
- constituency-label: * Name of Constituency :: [969, 1793, 1091, 1806]
- table-row: [970, 2108, 1495, 2129]
- table-cell: Nil: [1116, 2129, 1211, 2149]
- a2-body: ਸੰਗਤ ਮੰਡੀ 26 ਮਈ (ਗੁਰਜੀਤ ਚੌਹਾਨ) ਵਿਧਾਨ ਸਭਾ ਹਲਕਾ ਬਠਿੰਡਾ ਦਿਹਾਤੀ ਦੇ ਪਿੰਡਾਂ ਵਿੱਚ ਚੋਣ ਪ੍ਰਚਾਰ ਕਰਦਿਆਂ ਉਮੀਦਵਾਰ ਦੇ ਰਿਸ਼ਤੇਦਾਰਾਂ ਨੇ ਲੋਕਾਂ ਨੂੰ ਪਾਰਟੀ ਦੀਆਂ ਨੀਤੀਆਂ ਬਾਰੇ ਜਾਣੂ ਕਰਵਾਇਆ ਅਤੇ ਵੋਟਾਂ ਪਾਉਣ ਦੀ ਅਪੀਲ ਕੀਤੀ। ਇਸ ਮੌਕੇ ਵੱਡੀ ਗਿਣਤੀ ਵਿੱਚ ਪਿੰਡ ਵਾਸੀ ਅਤੇ ਪਾਰਟੀ ਵਰਕਰ ਹਾਜ਼ਰ ਸਨ।: [567, 282, 938, 342]
- a1-body-col2: ਬਠਿੰਡਾ ਵਿਖੇ ਸਿਵਲ ਹਸਪਤਾਲ ਚੌਕੀ ਦੀ ਪੁਲਿਸ ਉੱਤੇ ਲਾਪ੍ਰਵਾਹੀ ਦੇ ਦੋਸ਼ ਲੱਗੇ ਹਨ। ਪਰਿਵਾਰ ਨੇ ਕਿਹਾ ਕਿ ਮੈਡੀਕਲ ਰਿਪੋਰਟ ਆਉਣ ਦੇ ਬਾਵਜੂਦ ਧਾਰਾਵਾਂ ਵਿੱਚ ਵਾਧਾ ਨਹੀਂ ਕੀਤਾ ਗਿਆ।: [189, 156, 366, 216]
- section-rule: [0, 547, 1512, 549]
- police-post-sign: [34, 313, 375, 449]
- table-cell: Nil: [1116, 2108, 1211, 2129]
- sign-line-3: ਚੌਕੀ ਇੰਚਾਰਜ: [50, 388, 116, 405]
- col-divider: [561, 1321, 562, 2401]
- masthead-rule: [292, 32, 1276, 34]
- constituency-value: 10 Ferozepur, PRALIMANTRY CONSTITUTENCY: [1094, 1793, 1345, 1806]
- election-value: GENERAL ELECTION 2024: [1062, 1773, 1203, 1786]
- section-rule: [0, 1321, 1144, 1322]
- a13-headline: ਆਪ ਦੇ ਸੂਬਾ ਉਪ ਪ੍ਰਧਾਨ ਸਵਰਨ ਸਲਾਰੀਆ ਨੇ ਸ਼੍ਰੀ ਕਲਸੀ ਦੇ ਹੱਕ ਵਿਚ ਚੋਣ ਮੀਟਿੰਗ ਨੂੰ ਕੀਤਾ ਸੰਬੋਧਨ: [574, 1736, 939, 1780]
- a12-photo-2: [5, 1911, 375, 2068]
- notice-decl-heading: Declaration about criminal cases: [969, 1637, 1142, 1650]
- table-cell: FIR No. 44/23 PS RPF Jalandhar Cant.: [1116, 1955, 1232, 1991]
- a7-body-2: ਫਿਰੋਜ਼ਪੁਰ 26 ਮਈ (ਜਸਵਿੰਦਰ ਸਿੰਘ ਸੰਧੂ) ਇਤਿਹਾਸਕ ਗੁਰਦੁਆਰਾ ਸਾਹਿਬ ਵਿਖੇ ਸੰਗਤਾਂ ਨੂੰ ਸੰਬੋਧਨ ਕਰਦਿਆਂ ਪ੍ਰਬੰਧਕ ਕਮੇਟੀ ਦੇ ਆਗੂਆਂ ਨੇ ਕਿਹਾ ਕਿ ਗੁਰੂ ਘਰ ਦੀ ਸੇਵਾ ਨਾਲ ਸਮਾਜ ਵਿੱਚ ਮਾਣ ਸਤਿਕਾਰ ਮਿਲਦਾ ਹੈ। ਇਸ ਮੌਕੇ ਸ਼ਖ਼ਸੀਅਤਾਂ ਨੂੰ ਸਿਰੋਪਾਓ ਭੇਟ ਕਰਕੇ ਸਨਮਾਨਿਤ ਕੀਤਾ ਗਿਆ।: [370, 1111, 559, 1203]
- pending-heading: (A) Pending criminal Cases: [969, 1851, 1103, 1864]
- a6-headline: ਚੋਣ ਅਮਲਾ, ਚੋਣ ਕਮਿਸ਼ਨ ਦੀਆਂ ਹਦਾਇਤਾਂ ਦੀ ਬਿਨ ਬਿਨ ਪਾਲਣਾ ਨੂੰ ਯਕੀਨੀ ਬਣਾਏ : ਡਾ ਪੱਲਵੀ: [1156, 869, 1503, 939]
- a4-body: ਚੰਡੀਗੜ੍ਹ/ਫਾਜ਼ਿਲਕਾ, 26 ਮਈ (ਇੰਦਰਜੀਤ ਸਿੰਘ) ਆਪਣੀ ਕਿਸਮ ਦੇ ਪਹਿਲੇ ਸਾਂਝੇ ਅਪ੍ਰੇਸ਼ਨ ਵਿੱਚ ਪੰਜਾਬ ਪੁਲਿਸ ਨੇ ਸਰਹੱਦ ਪਾਰੋਂ ਚੱਲ ਰਹੇ ਨਸ਼ਾ ਤਸਕਰੀ ਦੇ ਨੈੱਟਵਰਕ ਦਾ ਪਰਦਾਫਾਸ਼ ਕਰਦਿਆਂ 5.47 ਕਿਲੋਗ੍ਰਾਮ ਹੈਰੋਇਨ ਅਤੇ 1.07 ਲੱਖ ਰੁਪਏ ਦੀ ਡਰੱਗ ਮਨੀ ਸਮੇਤ ਸੱਤ ਮੁਲਜ਼ਮਾਂ ਨੂੰ ਗ੍ਰਿਫ਼ਤਾਰ ਕੀਤਾ ਹੈ।: [5, 619, 182, 727]
- declaration-post: (name of Candidate) a candidate for the abovementioned election, declare for public information the following details about my criminal antecedents:-: [969, 1814, 1486, 1844]
- a11-body-2: ਲੁਧਿਆਣਾ 26 ਮਈ (ਰਵੀ ਗਰਗ) ਆਜ਼ਾਦ ਉਮੀਦਵਾਰ ਕਿਰਪਾਲ ਸਿੰਘ ਕੁਪਰੀ ਨੇ ਭਾਈ ਅੰਮ੍ਰਿਤਪਾਲ ਸਿੰਘ ਦੇ ਪਰਿਵਾਰਕ ਮੈਂਬਰਾਂ ਨਾਲ ਮੁਲਾਕਾਤ ਕੀਤੀ ਅਤੇ ਉਨ੍ਹਾਂ ਦਾ ਆਸ਼ੀਰਵਾਦ ਲਿਆ। ਉਨ੍ਹਾਂ ਕਿਹਾ ਕਿ ਪੰਥਕ: [1229, 1499, 1508, 1543]
- a8-body: ਸੰਗਤ ਮੰਡੀ 26 ਮਈ (ਗੁਰਜੀਤ ਚੌਹਾਨ) ਇਨਸਾਫ ਦੀ ਆਵਾਜ਼ ਜਥੇਬੰਦੀ ਦੀ ਮੀਟਿੰਗ ਵਿੱਚ ਆਗੂਆਂ ਨੇ ਲੋਕ ਮਸਲਿਆਂ ਬਾਰੇ ਵਿਚਾਰ ਚਰਚਾ ਕੀਤੀ ਅਤੇ ਫੈਸਲਾ ਕੀਤਾ ਕਿ ਆਮ ਲੋਕਾਂ ਦੀਆਂ ਸਮੱਸਿਆਵਾਂ ਪ੍ਰਸ਼ਾਸਨ ਤੱਕ ਪਹੁੰਚਾਈਆਂ ਜਾਣਗੀਆਂ।: [5, 1245, 364, 1289]
- table-cell: Nil: [1306, 2108, 1495, 2129]
- paper-name: ਪਹਿਰੇਦਾਰ: [1324, 11, 1505, 65]
- table-header-cell: Name of Court: [1022, 2052, 1116, 2088]
